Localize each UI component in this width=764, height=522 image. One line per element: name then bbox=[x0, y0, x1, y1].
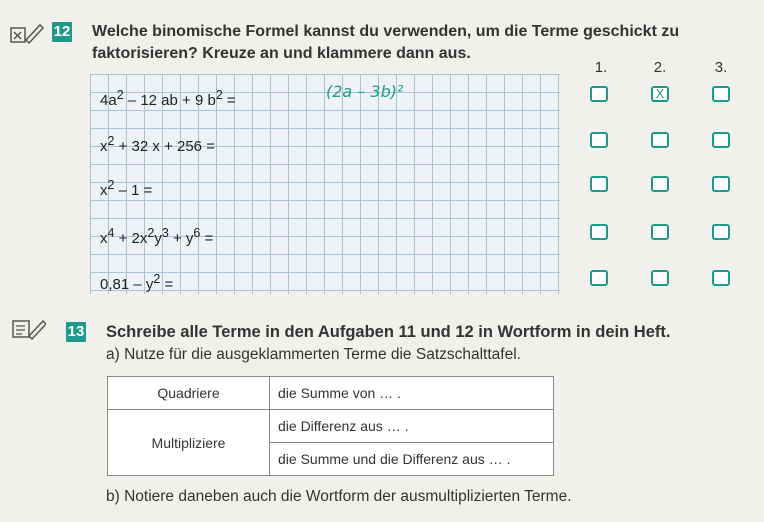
checkbox-row2-col1[interactable] bbox=[590, 132, 608, 148]
checkbox-row1-col2[interactable]: X bbox=[651, 86, 669, 102]
edit-notebook-icon bbox=[12, 318, 46, 340]
task-13-b: b) Notiere daneben auch die Wortform der ausmultiplizierten Terme. bbox=[106, 488, 572, 505]
checkbox-row4-col1[interactable] bbox=[590, 224, 608, 240]
checkbox-row4-col2[interactable] bbox=[651, 224, 669, 240]
table-right-cell: die Summe und die Differenz aus … . bbox=[270, 443, 554, 476]
checkbox-row5-col3[interactable] bbox=[712, 270, 730, 286]
checkbox-row5-col1[interactable] bbox=[590, 270, 608, 286]
table-right-cell: die Summe von … . bbox=[270, 377, 554, 410]
check-pencil-icon bbox=[10, 22, 44, 44]
checkbox-row3-col3[interactable] bbox=[712, 176, 730, 192]
checkbox-row4-col3[interactable] bbox=[712, 224, 730, 240]
term-3: $x^2 - 1$ = bbox=[100, 178, 153, 199]
checkbox-row3-col2[interactable] bbox=[651, 176, 669, 192]
checkbox-row2-col3[interactable] bbox=[712, 132, 730, 148]
task-12-line-2: faktorisieren? Kreuze an und klammere dann aus. bbox=[92, 45, 471, 62]
table-left-cell: Multipliziere bbox=[108, 410, 270, 476]
term-1: $4a^2 - 12$ ab + 9 $b^2$ = bbox=[100, 88, 236, 109]
checkbox-row2-col2[interactable] bbox=[651, 132, 669, 148]
satzschalttafel bbox=[107, 376, 554, 476]
checkbox-row1-col1[interactable] bbox=[590, 86, 608, 102]
checkbox-row5-col2[interactable] bbox=[651, 270, 669, 286]
task-13-title: Schreibe alle Terme in den Aufgaben 11 und 12 in Wortform in dein Heft. bbox=[106, 323, 671, 341]
table-left-cell: Quadriere bbox=[108, 377, 270, 410]
task-12-number: 12 bbox=[53, 23, 71, 40]
task-12-line-1: Welche binomische Formel kannst du verwenden, um die Terme geschickt zu bbox=[92, 23, 680, 40]
checkbox-row3-col1[interactable] bbox=[590, 176, 608, 192]
handwritten-answer: (2a – 3b)² bbox=[326, 82, 404, 101]
task-13-a: a) Nutze für die ausgeklammerten Terme die Satzschalttafel. bbox=[106, 346, 521, 363]
term-2: $x^2 + 32$ x + 256 = bbox=[100, 134, 215, 155]
column-head-2: 2. bbox=[653, 59, 667, 76]
table-right-cell: die Differenz aus … . bbox=[270, 410, 554, 443]
column-head-3: 3. bbox=[714, 59, 728, 76]
task-13-number: 13 bbox=[67, 323, 85, 340]
term-4: $x^4 + 2x^2y^3 + y^6$ = bbox=[100, 226, 214, 247]
term-5: $0,81 - y^2$ = bbox=[100, 272, 174, 293]
checkbox-row1-col3[interactable] bbox=[712, 86, 730, 102]
column-head-1: 1. bbox=[594, 59, 608, 76]
